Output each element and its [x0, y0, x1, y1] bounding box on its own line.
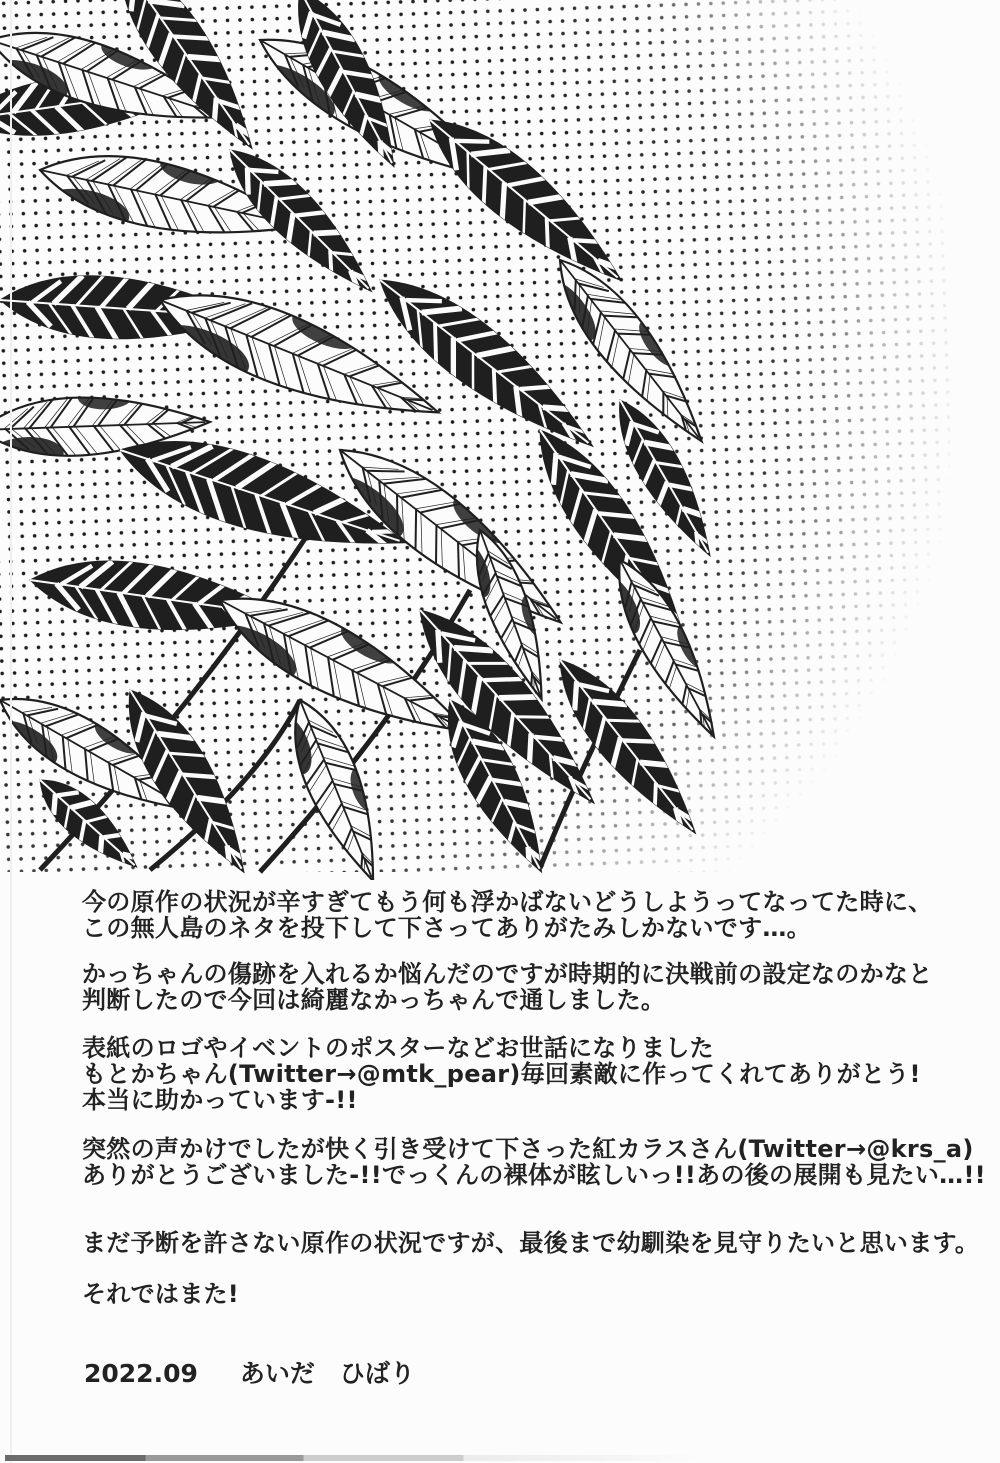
afterword-line: かっちゃんの傷跡を入れるか悩んだのですが時期的に決戦前の設定なのかなと: [82, 960, 933, 988]
afterword-line: それではまた!: [82, 1280, 240, 1308]
afterword-line: もとかちゃん(Twitter→@mtk_pear)毎回素敵に作ってくれてありがとう!: [82, 1060, 921, 1088]
afterword-line: まだ予断を許さない原作の状況ですが、最後まで幼馴染を見守りたいと思います。: [82, 1229, 980, 1257]
scan-shadow-bottom: [5, 1455, 705, 1461]
afterword-line: ありがとうございました-!!でっくんの裸体が眩しいっ!!あの後の展開も見たい…!!: [82, 1161, 986, 1189]
colophon: [84, 1354, 415, 1390]
afterword-line: 判断したので今回は綺麗なかっちゃんで通しました。: [82, 986, 666, 1014]
afterword-line: 本当に助かっています-!!: [82, 1086, 358, 1114]
publication-date: 2022.09: [84, 1359, 198, 1388]
afterword-line: 表紙のロゴやイベントのポスターなどお世話になりました: [82, 1034, 714, 1062]
scan-edge-left: [10, 0, 12, 1463]
author-name: あいだ ひばり: [239, 1359, 415, 1388]
afterword-line: この無人島のネタを投下して下さってありがたみしかないです…。: [82, 914, 811, 942]
afterword-line: 突然の声かけでしたが快く引き受けて下さった紅カラスさん(Twitter→@krs_a): [82, 1135, 974, 1163]
afterword-line: 今の原作の状況が辛すぎてもう何も浮かばないどうしようってなってた時に、: [82, 888, 933, 916]
